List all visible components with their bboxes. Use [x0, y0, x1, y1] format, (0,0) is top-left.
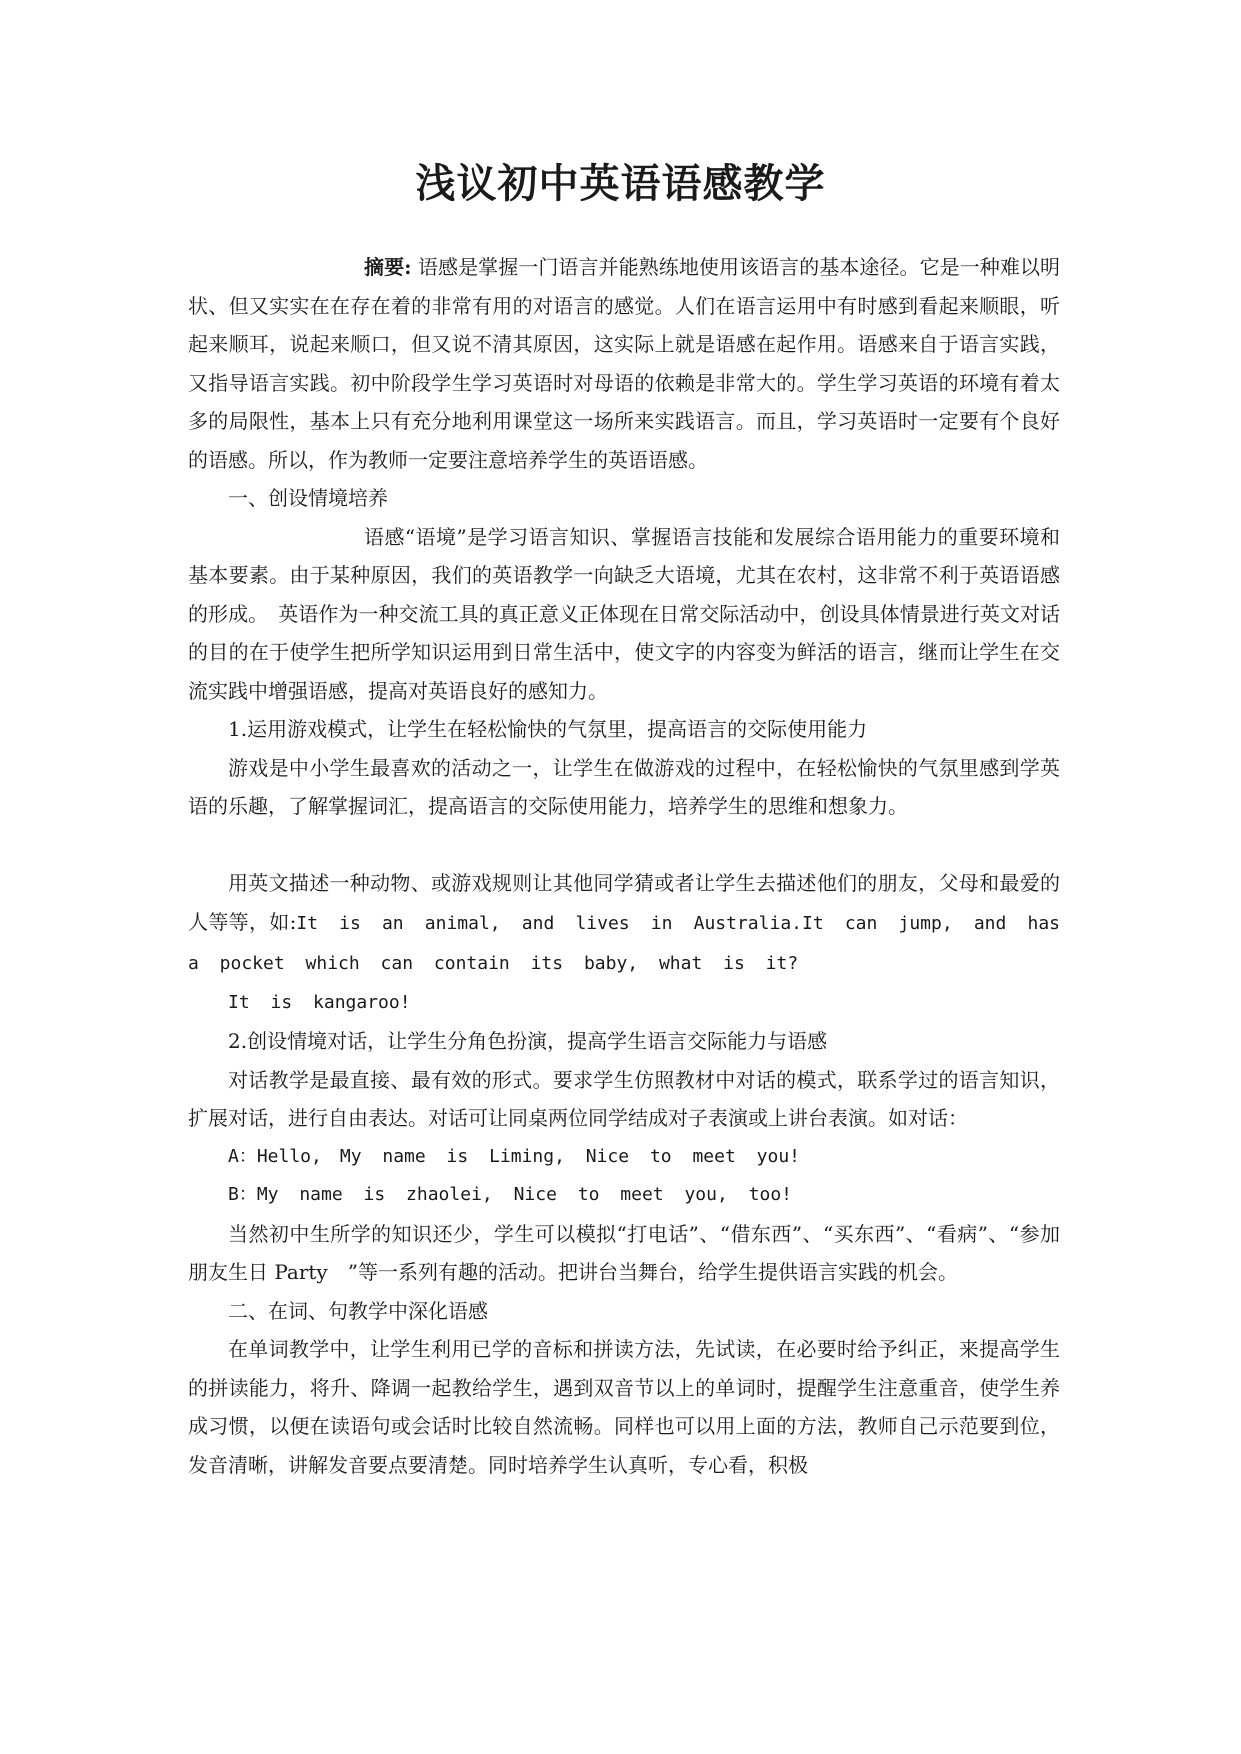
page-title: 浅议初中英语语感教学: [415, 160, 826, 207]
example-english-2: It is kangaroo!: [228, 991, 411, 1013]
document-body: [188, 248, 1060, 1484]
dialog-line-b: B：My name is zhaolei, Nice to meet you, too!: [228, 1184, 792, 1205]
subheading-1: 1.运用游戏模式，让学生在轻松愉快的气氛里，提高语言的交际使用能力: [228, 717, 868, 741]
section-heading-1: 一、创设情境培养: [228, 486, 388, 510]
blank-line: [188, 826, 1060, 865]
activities-paragraph: 当然初中生所学的知识还少，学生可以模拟“打电话”、“借东西”、“买东西”、“看病”、“参加朋友生日 Party ”等一系列有趣的活动。把讲台当舞台，给学生提供语言实践的机会。: [188, 1221, 1060, 1284]
subheading-2: 2.创设情境对话，让学生分角色扮演，提高学生语言交际能力与语感: [228, 1029, 828, 1053]
abstract-text: 语感是掌握一门语言并能熟练地使用该语言的基本途径。它是一种难以明状、但又实实在在存在着的非常有用的对语言的感觉。人们在语言运用中有时感到看起来顺眼，听起来顺耳，说起来顺口，但又说不清其原因，这实际上就是语感在起作用。语感来自于语言实践，又指导语言实践。初中阶段学生学习英语时对母语的依赖是非常大的。学生学习英语的环境有着太多的局限性，基本上只有充分地利用课堂这一场所来实践语言。而且，学习英语时一定要有个良好的语感。所以，作为教师一定要注意培养学生的英语语感。: [188, 255, 1061, 472]
section1-paragraph: 语感“语境”是学习语言知识、掌握语言技能和发展综合语用能力的重要环境和基本要素。由于某种原因，我们的英语教学一向缺乏大语境，尤其在农村，这非常不利于英语语感的形成。 英语作为一种交流工具的真正意义正体现在日常交际活动中，创设具体情景进行英文对话的目的在于使学生把所学知识运用到日常生活中，使文字的内容变为鲜活的语言，继而让学生在交流实践中增强语感，提高对英语良好的感知力。: [188, 524, 1060, 703]
describe-text: 用英文描述一种动物、或游戏规则让其他同学猜或者让学生去描述他们的朋友，父母和最爱的人等等，如:: [188, 871, 1060, 934]
section2-paragraph: 在单词教学中，让学生利用已学的音标和拼读方法，先试读，在必要时给予纠正，来提高学生的拼读能力，将升、降调一起教给学生，遇到双音节以上的单词时，提醒学生注意重音，使学生养成习惯，以便在读语句或会话时比较自然流畅。同样也可以用上面的方法，教师自己示范要到位，发音清晰，讲解发音要点要清楚。同时培养学生认真听，专心看，积极: [188, 1337, 1060, 1477]
abstract-paragraph: [188, 248, 1060, 479]
dialog-line-a: A：Hello, My name is Liming, Nice to meet you!: [228, 1145, 800, 1167]
game-paragraph: 游戏是中小学生最喜欢的活动之一，让学生在做游戏的过程中，在轻松愉快的气氛里感到学英语的乐趣，了解掌握词汇，提高语言的交际使用能力，培养学生的思维和想象力。: [188, 755, 1060, 818]
abstract-label: 摘要:: [364, 255, 412, 279]
describe-paragraph: [188, 864, 1060, 984]
example-english-1: It is an animal, and lives in Australia.It can jump, and has a pocket which can contain its baby, what is it?: [188, 912, 1060, 974]
section-heading-2: 二、在词、句教学中深化语感: [228, 1298, 488, 1323]
dialog-paragraph: 对话教学是最直接、最有效的形式。要求学生仿照教材中对话的模式，联系学过的语言知识，扩展对话，进行自由表达。对话可让同桌两位同学结成对子表演或上讲台表演。如对话：: [188, 1067, 1060, 1130]
